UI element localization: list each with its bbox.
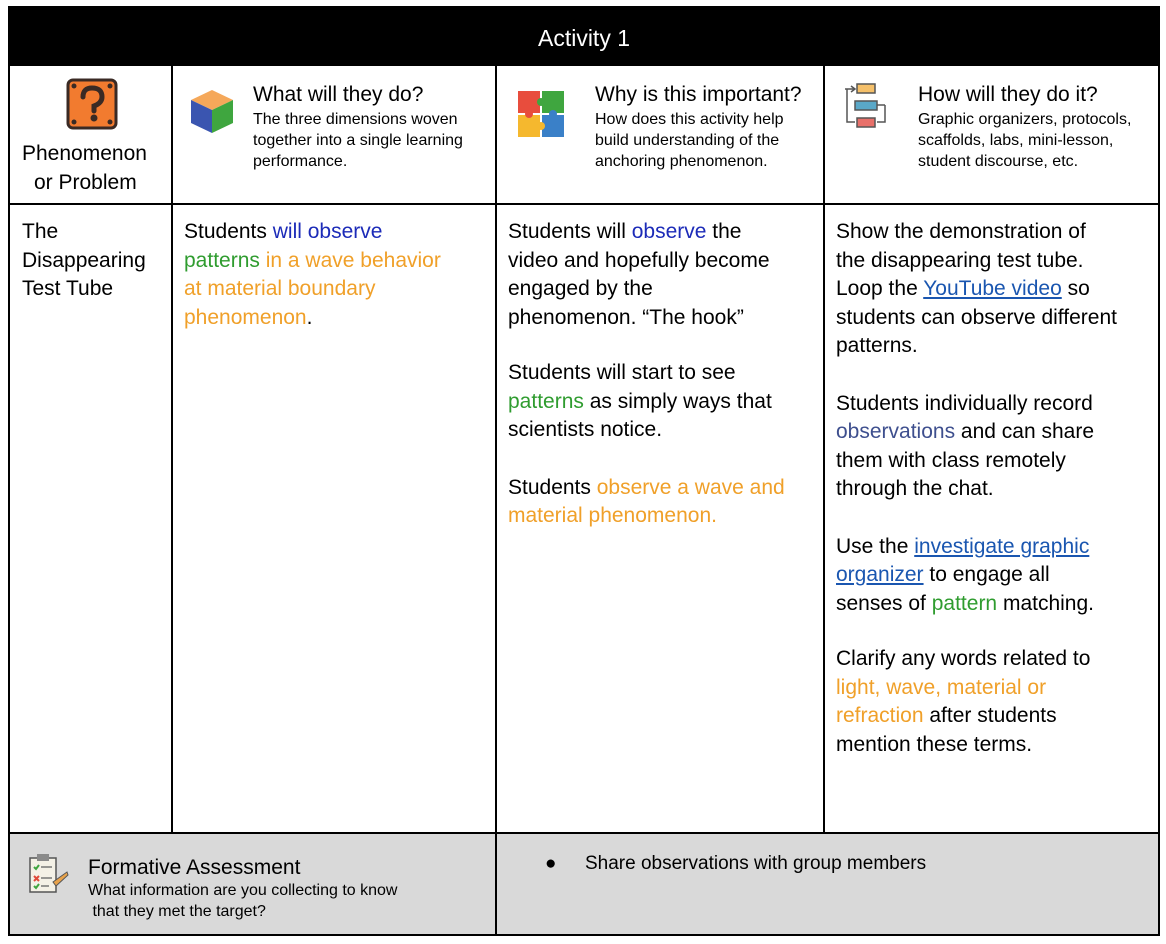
phenomenon-line1: The bbox=[22, 220, 59, 243]
phenomenon-label-line2: or Problem bbox=[34, 171, 137, 194]
how-para-2: Students individually record observations and can share them with class remotely through the chat. bbox=[836, 391, 1095, 500]
header-how bbox=[825, 66, 1158, 203]
how-sub-line1: Graphic organizers, protocols, bbox=[918, 111, 1132, 128]
phenomenon-line2: Disappearing bbox=[22, 248, 146, 272]
formative-title: Formative Assessment bbox=[88, 856, 301, 879]
youtube-video-link[interactable]: YouTube video bbox=[923, 277, 1062, 300]
body-why bbox=[508, 218, 822, 531]
investigate-organizer-link-cont[interactable]: organizer bbox=[836, 563, 924, 586]
what-title: What will they do? bbox=[253, 83, 424, 106]
what-sub-line1: The three dimensions woven bbox=[253, 111, 458, 128]
why-para-2: Students will start to see patterns as simply ways that scientists notice. bbox=[508, 361, 772, 441]
body-phenomenon bbox=[22, 218, 170, 304]
how-sub-line2: scaffolds, labs, mini-lesson, bbox=[918, 132, 1114, 149]
footer-formative-assessment bbox=[10, 834, 495, 934]
why-para-3: Students observe a wave and material phenomenon. bbox=[508, 475, 785, 527]
phenomenon-line3: Test Tube bbox=[22, 277, 114, 300]
header-what bbox=[173, 66, 495, 203]
cube-icon bbox=[189, 88, 235, 134]
divider bbox=[10, 203, 1158, 205]
question-block-icon bbox=[66, 78, 118, 130]
header-why bbox=[497, 66, 823, 203]
why-sub-line1: How does this activity help bbox=[595, 111, 784, 128]
checklist-icon bbox=[27, 852, 69, 896]
how-sub-line3: student discourse, etc. bbox=[918, 153, 1079, 170]
how-title: How will they do it? bbox=[918, 83, 1098, 106]
body-how bbox=[836, 218, 1158, 759]
why-title: Why is this important? bbox=[595, 83, 802, 106]
activity-title: Activity 1 bbox=[10, 8, 1158, 64]
header-phenomenon bbox=[10, 66, 171, 203]
what-line1: Students will observe bbox=[184, 220, 383, 243]
what-line2: patterns in a wave behavior bbox=[184, 248, 441, 272]
flowchart-icon bbox=[841, 81, 889, 131]
why-sub-line3: anchoring phenomenon. bbox=[595, 153, 768, 170]
what-sub-line3: performance. bbox=[253, 153, 348, 170]
activity-table bbox=[8, 6, 1160, 936]
what-line3: at material boundary bbox=[184, 277, 376, 300]
what-line4: phenomenon. bbox=[184, 305, 313, 329]
evidence-text: Share observations with group members bbox=[585, 853, 927, 874]
bullet-icon: ● bbox=[545, 853, 557, 874]
puzzle-icon bbox=[515, 88, 567, 140]
why-sub-line2: build understanding of the bbox=[595, 132, 780, 149]
why-para-1: Students will observe the video and hopefully become engaged by the phenomenon. “The hook” bbox=[508, 220, 770, 329]
footer-evidence bbox=[497, 834, 1158, 934]
how-para-1: Show the demonstration of the disappearing test tube. Loop the YouTube video so students can observe different patterns. bbox=[836, 220, 1117, 357]
investigate-organizer-link[interactable]: investigate graphic bbox=[914, 534, 1090, 558]
body-what bbox=[184, 218, 494, 332]
how-para-4: Clarify any words related to light, wave, material or refraction after students mention these terms. bbox=[836, 647, 1091, 756]
formative-sub-line2: that they met the target? bbox=[88, 903, 266, 920]
what-sub-line2: together into a single learning bbox=[253, 132, 463, 149]
formative-sub-line1: What information are you collecting to know bbox=[88, 882, 398, 899]
phenomenon-label-line1: Phenomenon bbox=[22, 142, 147, 165]
evidence-list-item bbox=[545, 852, 926, 876]
how-para-3: Use the investigate graphic organizer to engage all senses of pattern matching. bbox=[836, 534, 1095, 615]
